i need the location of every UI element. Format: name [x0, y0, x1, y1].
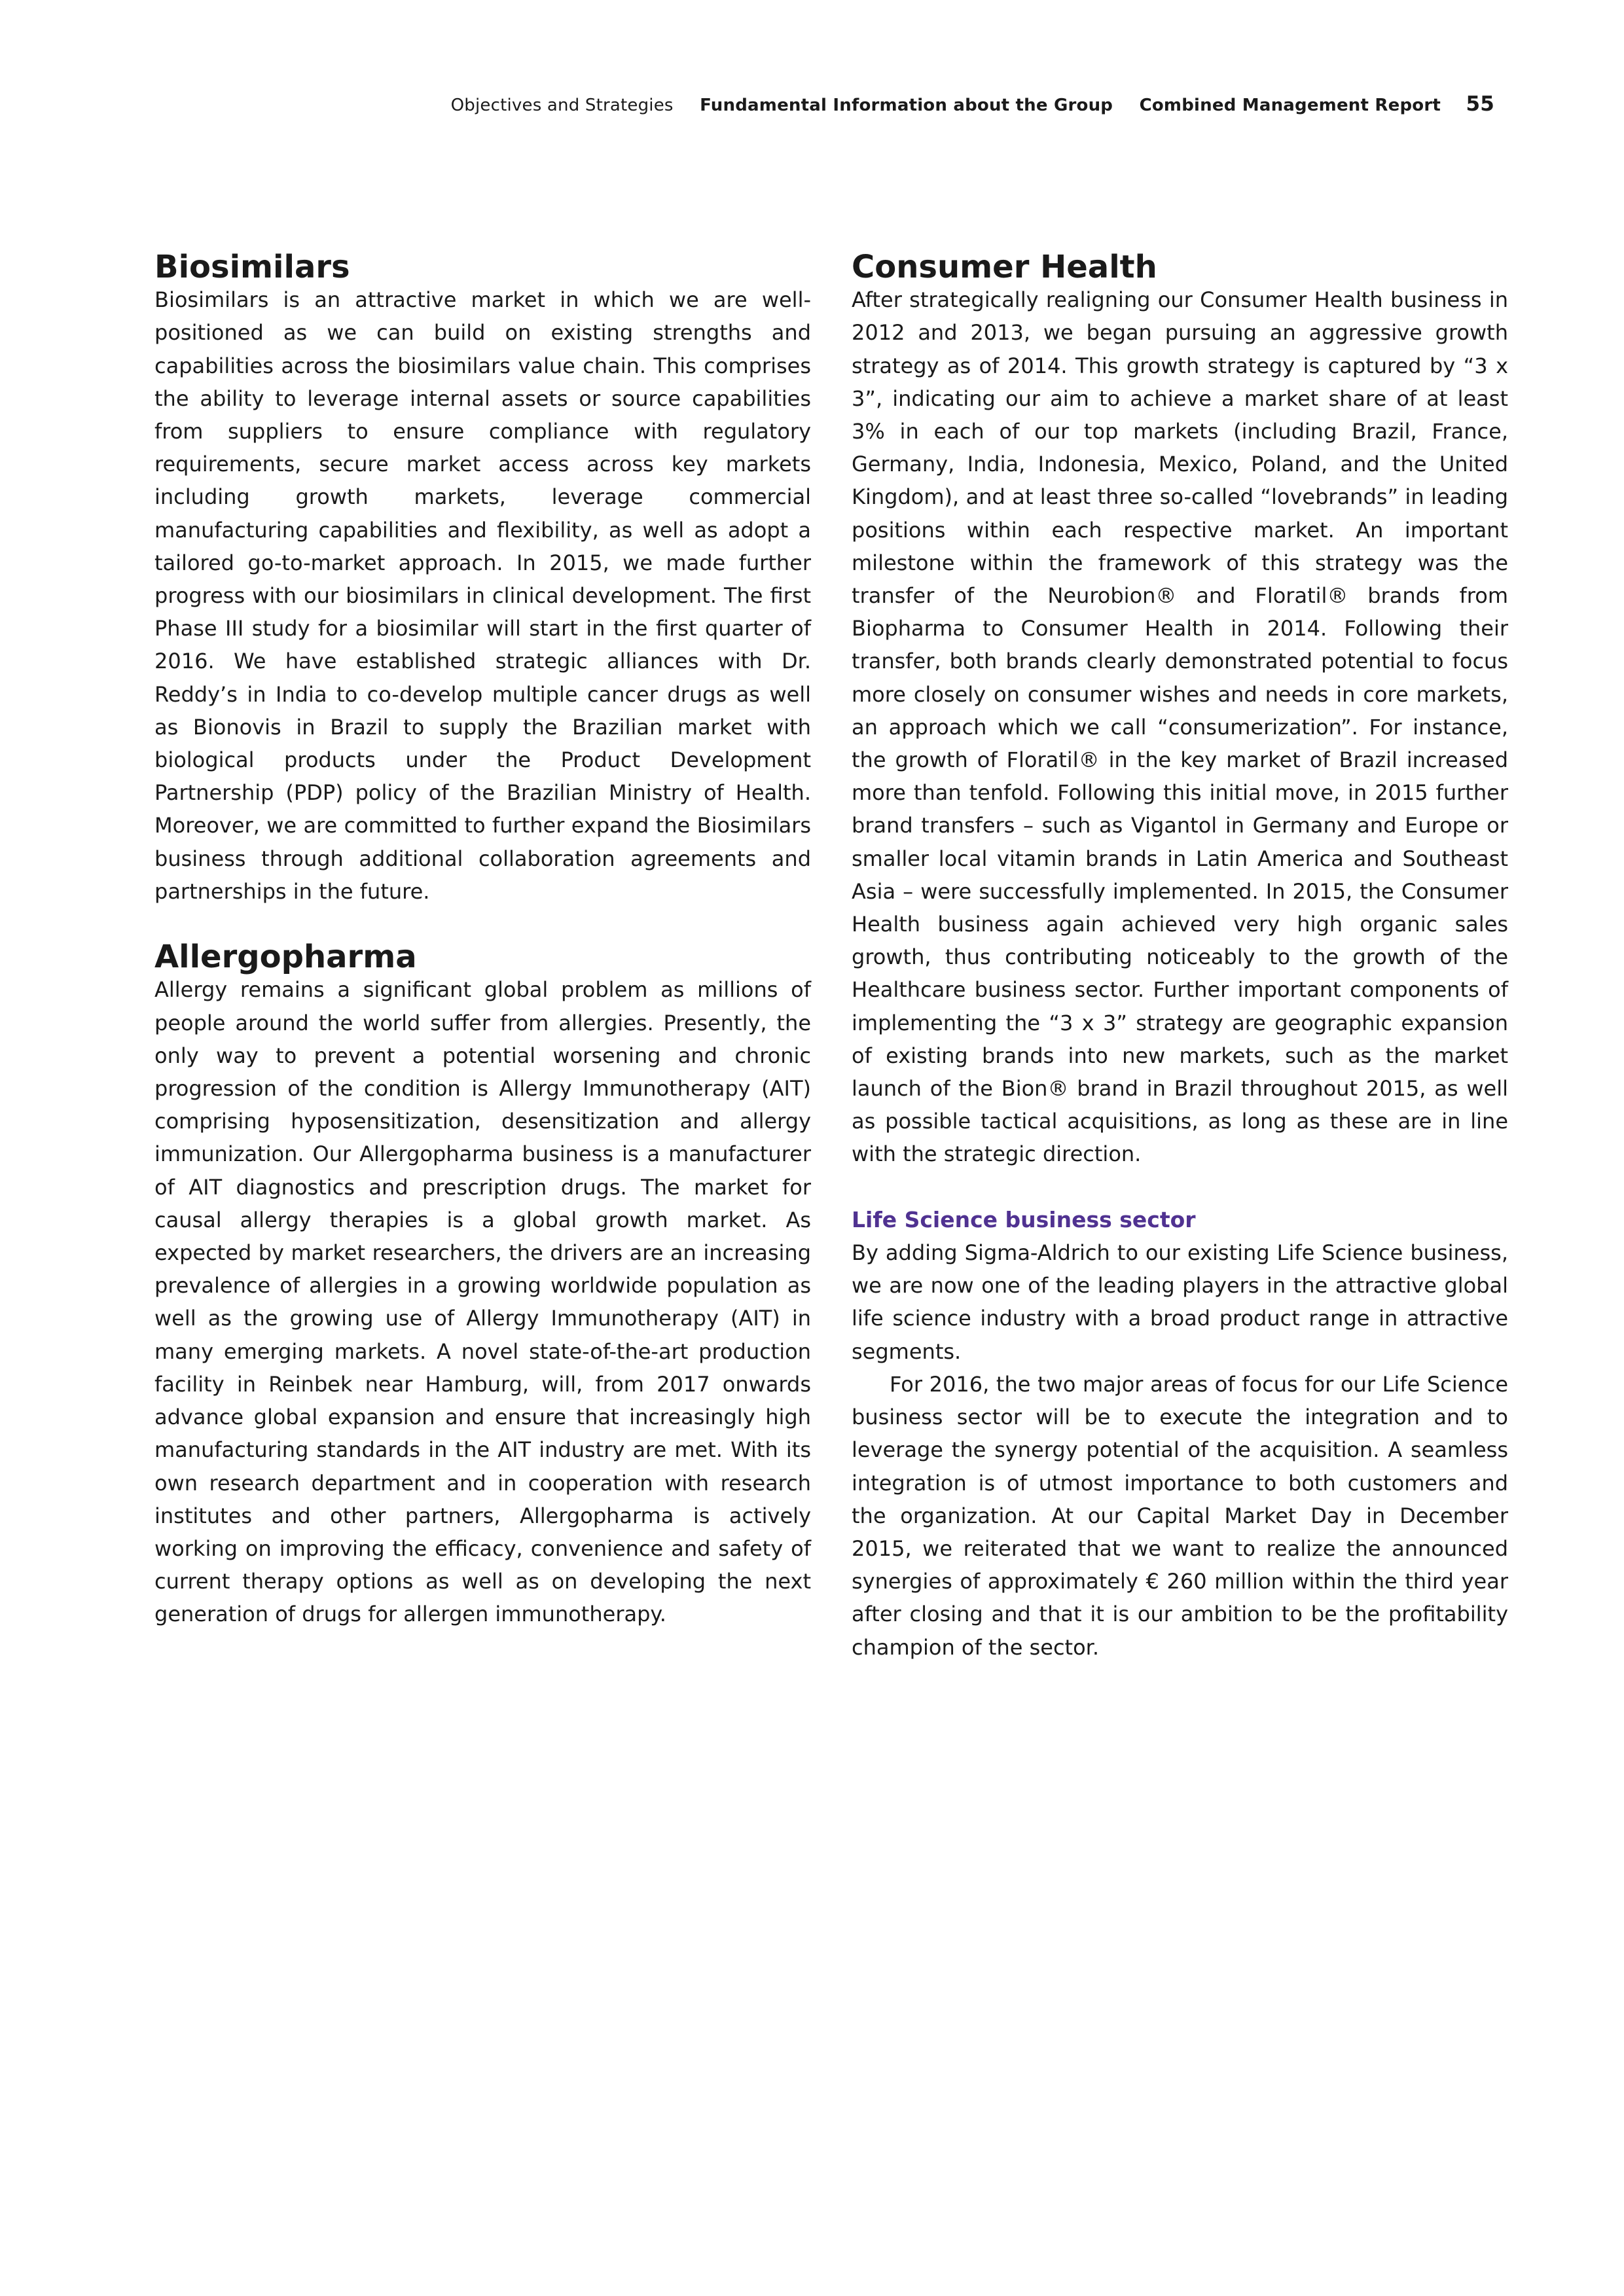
section-heading-biosimilars: Biosimilars — [154, 249, 350, 285]
running-head-report: Combined Management Report — [1139, 96, 1441, 115]
section-consumer-health — [852, 251, 1508, 1171]
section-allergopharma — [154, 941, 811, 1630]
section-biosimilars — [154, 251, 811, 908]
running-head — [430, 93, 1494, 117]
paragraph-life-science-2: For 2016, the two major areas of focus for our Life Science business sector will be to execute the integration and to leverage the synergy potential of the acquisition. A seamless integration is of utmost importance to both customers and the organization. At our Capital Market Day in December 2015, we reiterated that we want to realize the announced synergies of approximately € 260 million within the third year after closing and that it is our ambition to be the profitability champion of the sector. — [852, 1371, 1508, 1660]
right-column — [852, 251, 1508, 1664]
running-head-chapter: Fundamental Information about the Group — [700, 96, 1113, 115]
section-spacer — [852, 1171, 1508, 1204]
page-number: 55 — [1466, 92, 1494, 116]
running-head-section: Objectives and Strategies — [450, 96, 674, 115]
paragraph-allergopharma: Allergy remains a significant global problem as millions of people around the world suffer from allergies. Presently, the only way to prevent a potential worsening and chronic progression of the condition is Allergy Immunotherapy (AIT) comprising hyposensitization, desensitization and allergy immunization. Our Allergopharma business is a manufacturer of AIT diagnostics and prescription drugs. The market for causal allergy therapies is a global growth market. As expected by market researchers, the drivers are an increasing prevalence of allergies in a growing worldwide population as well as the growing use of Allergy Immunotherapy (AIT) in many emerging markets. A novel state-of-the-art production facility in Reinbek near Hamburg, will, from 2017 onwards advance global expansion and ensure that increasingly high manufacturing standards in the AIT industry are met. With its own research department and in cooperation with research institutes and other partners, Allergopharma is actively working on improving the efficacy, convenience and safety of current therapy options as well as on developing the next generation of drugs for allergen immunotherapy. — [154, 977, 811, 1627]
section-heading-allergopharma: Allergopharma — [154, 939, 417, 976]
section-heading-consumer-health: Consumer Health — [852, 249, 1157, 285]
paragraph-consumer-health: After strategically realigning our Consumer Health business in 2012 and 2013, we began pursuing an aggressive growth strategy as of 2014. This growth strategy is captured by “3 x 3”, indicating our aim to achieve a market share of at least 3% in each of our top markets (including Brazil, France, Germany, India, Indonesia, Mexico, Poland, and the United Kingdom), and at least three so-called “lovebrands” in leading positions within each respective market. An important milestone within the framework of this strategy was the transfer of the Neurobion® and Floratil® brands from Biopharma to Consumer Health in 2014. Following their transfer, both brands clearly demonstrated potential to focus more closely on consumer wishes and needs in core markets, an approach which we call “consumerization”. For instance, the growth of Floratil® in the key market of Brazil increased more than tenfold. Following this initial move, in 2015 further brand transfers – such as Vigantol in Germany and Europe or smaller local vitamin brands in Latin America and Southeast Asia – were successfully implemented. In 2015, the Consumer Health business again achieved very high organic sales growth, thus contributing noticeably to the growth of the Healthcare business sector. Further important components of implementing the “3 x 3” strategy are geographic expansion of existing brands into new markets, such as the market launch of the Bion® brand in Brazil throughout 2015, as well as possible tactical acquisitions, as long as these are in line with the strategic direction. — [852, 287, 1508, 1167]
left-column — [154, 251, 811, 1631]
paragraph-biosimilars: Biosimilars is an attractive market in which we are well-positioned as we can build on existing strengths and capabilities across the biosimilars value chain. This comprises the ability to leverage internal assets or source capabilities from suppliers to ensure compliance with regulatory requirements, secure market access across key markets including growth markets, leverage commercial manufacturing capabilities and flexibility, as well as adopt a tailored go-to-market approach. In 2015, we made further progress with our biosimilars in clinical development. The first Phase III study for a biosimilar will start in the first quarter of 2016. We have established strategic alliances with Dr. Reddy’s in India to co-develop multiple cancer drugs as well as Bionovis in Brazil to supply the Brazilian market with biological products under the Product Development Partnership (PDP) policy of the Brazilian Ministry of Health. Moreover, we are committed to further expand the Biosimilars business through additional collaboration agreements and partnerships in the future. — [154, 287, 811, 904]
section-life-science — [852, 1204, 1508, 1664]
section-heading-life-science: Life Science business sector — [852, 1206, 1196, 1232]
section-spacer — [154, 908, 811, 941]
paragraph-life-science-1: By adding Sigma-Aldrich to our existing Life Science business, we are now one of the leading players in the attractive global life science industry with a broad product range in attractive segments. — [852, 1240, 1508, 1364]
